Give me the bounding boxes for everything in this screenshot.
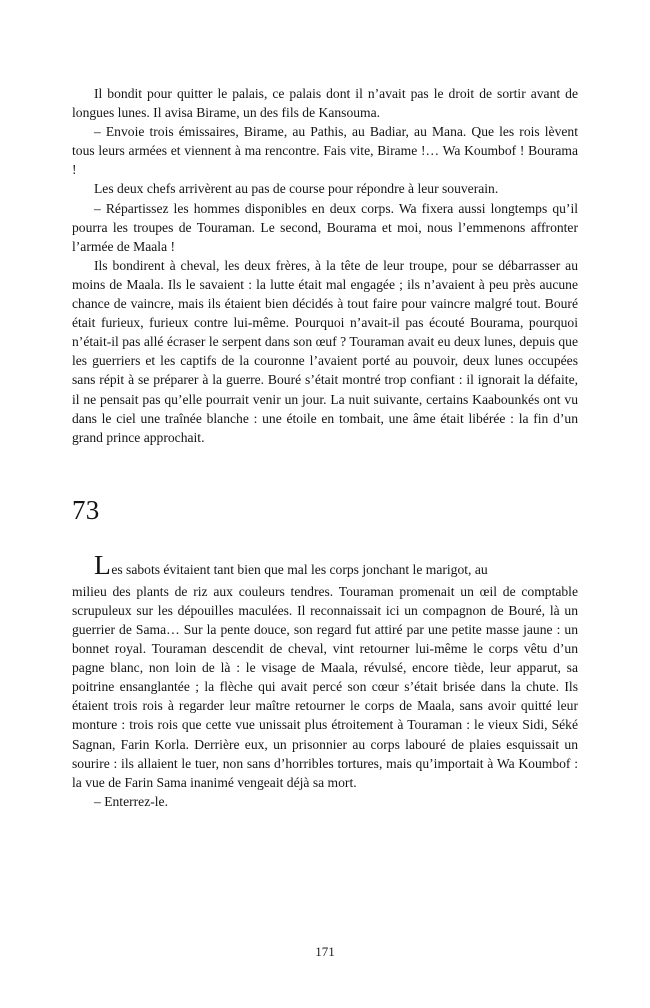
paragraph: Ils bondirent à cheval, les deux frères, à la tête de leur troupe, pour se débarrasser au moins de Maala. Ils le savaient : la lutte était mal engagée ; ils n’avaient à peu près aucune chance de vaincre, mais ils étaient bien décidés à tout faire pour vaincre malgré tout. Bouré était furieux, furieux contre lui-même. Pourquoi n’avait-il pas écouté Bourama, pourquoi n’était-il pas allé écraser le serpent dans son œuf ? Touraman avait eu deux lunes, depuis que les guerriers et les captifs de la couronne l’avaient porté au pouvoir, deux lunes occupées sans répit à se préparer à la guerre. Bouré s’était montré trop confiant : il ignorait la défaite, il ne pensait pas qu’elle pourrait venir un jour. La nuit suivante, certains Kaabounkés ont vu dans le ciel une traînée blanche : une étoile en tombait, une âme était libérée : la fin d’un grand prince approchait. — [72, 257, 578, 445]
paragraph: milieu des plants de riz aux couleurs tendres. Touraman promenait un œil de comptable scrupuleux sur les dépouilles maculées. Il reconnaissait ici un compagnon de Bouré, là un guerrier de Sama… Sur la pente douce, son regard fut attiré par une petite masse jaune : un bonnet royal. Touraman descendit de cheval, vint retourner lui-même le corps vêtu d’un pagne blanc, non loin de là : le visage de Maala, révulsé, encore tiède, leur apparut, sa poitrine ensanglantée ; la flèche qui avait percé son cœur s’était brisée dans la chute. Ils étaient trois rois à regarder leur maître retourner le corps de Maala, sans avoir quitté leur monture : trois rois que cette vue unissait plus étroitement à Touraman : le vieux Sidi, Séké Sagnan, Farin Korla. Derrière eux, un prisonnier au corps labouré de plaies esquissait un sourire : ils allaient le tuer, non sans d’horribles tortures, mais qu’importait à Wa Koumbof : la vue de Farin Sama inanimé vengeait déjà sa mort. — [72, 583, 578, 790]
chapter-spacer-top — [72, 447, 578, 495]
chapter-spacer-bottom — [72, 525, 578, 555]
page-number: 171 — [315, 944, 335, 959]
text-column — [72, 84, 578, 811]
paragraph: Il bondit pour quitter le palais, ce palais dont il n’avait pas le droit de sortir avant de longues lunes. Il avisa Birame, un des fils de Kansouma. — [72, 86, 578, 121]
chapter-opening-remainder: es sabots évitaient tant bien que mal les corps jonchant le marigot, au — [111, 561, 488, 577]
paragraph: – Enterrez-le. — [94, 793, 168, 809]
chapter-opening-paragraph — [72, 548, 578, 582]
paragraph: – Envoie trois émissaires, Birame, au Pathis, au Badiar, au Mana. Que les rois lèvent tous leurs armées et viennent à ma rencontre. Fais vite, Birame !… Wa Koumbof ! Bourama ! — [72, 124, 578, 178]
initial-cap: L — [94, 548, 111, 580]
chapter-number: 73 — [72, 494, 100, 525]
paragraph: – Répartissez les hommes disponibles en deux corps. Wa fixera aussi longtemps qu’il pourra les troupes de Touraman. Le second, Bourama et moi, nous l’emmenons affronter l’armée de Maala ! — [72, 200, 578, 254]
paragraph: Les deux chefs arrivèrent au pas de course pour répondre à leur souverain. — [94, 181, 499, 197]
